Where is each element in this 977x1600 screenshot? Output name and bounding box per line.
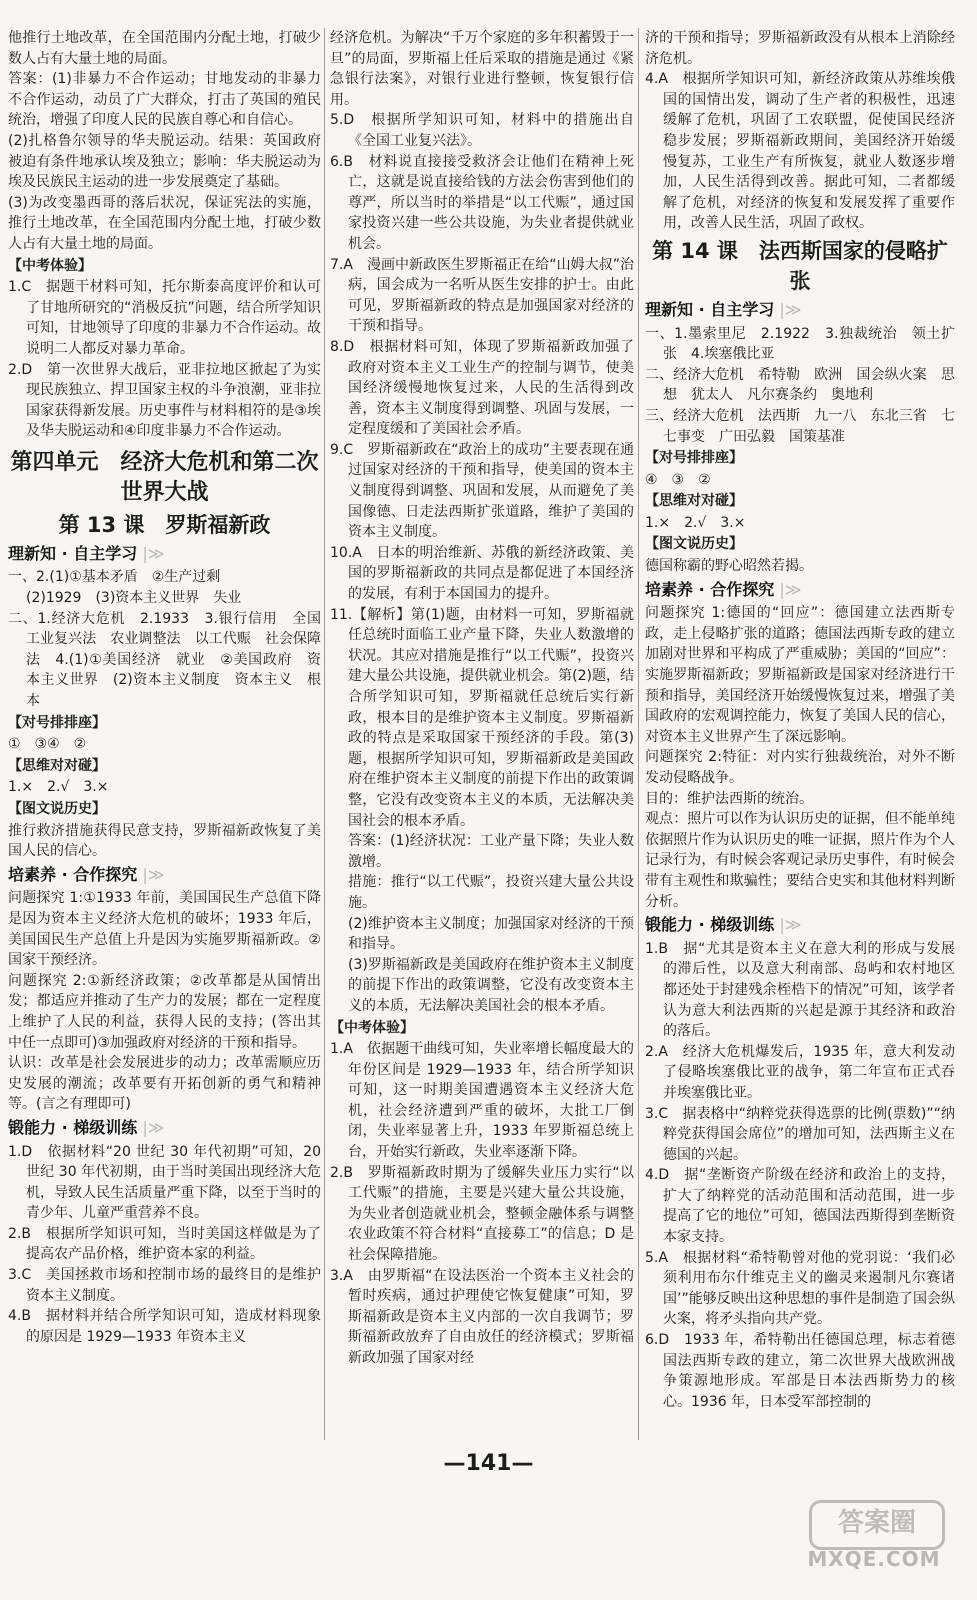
answer-item: 1.D 依据材料“20 世纪 30 年代初期”可知，20 世纪 30 年代初期，由于当时美国出现经济大危机，导致人民生活质量严重下降，以至于当时的青少年、儿童严重营养不良。 — [8, 1143, 321, 1222]
answer-item: 4.D 据“垄断资产阶级在经济和政治上的支持，扩大了纳粹党的活动范围和活动范围，进一步提高了它的地位”可知，德国法西斯得到垄断资本家支持。 — [645, 1167, 955, 1246]
text-line: 济的干预和指导；罗斯福新政没有从根本上消除经济危机。 — [645, 30, 955, 67]
text-line: 他推行土地改革，在全国范围内分配土地，打破少数人占有大量土地的局面。 — [8, 30, 321, 67]
answer-text: 答案：(1)非暴力不合作运动；甘地发动的非暴力不合作运动，动员了广大群众，打击了英国的殖民统治，增强了印度人民的民族自尊心和自信心。 — [8, 71, 321, 129]
answer-text: 措施：推行“以工代赈”，投资兴建大量公共设施。 — [348, 874, 634, 911]
answer-item: 问题探究 2:特征：对内实行独裁统治，对外不断发动侵略战争。 — [645, 749, 955, 786]
answer-item: 三、经济大危机 法西斯 九一八 东北三省 七七事变 广田弘毅 国策基准 — [645, 407, 955, 445]
answer-item: 问题探究 1:①1933 年前，美国国民生产总值下降是因为资本主义经济大危机的破坏；1933 年后，美国国民生产总值上升是因为实施罗斯福新政。②国家干预经济。 — [8, 890, 321, 969]
answer-item: 认识：改革是社会发展进步的动力；改革需顺应历史发展的潮流；改革要有开拓创新的勇气和精神等。(言之有理即可) — [8, 1055, 321, 1113]
answer-item: 一、1.墨索里尼 2.1922 3.独裁统治 领土扩张 4.埃塞俄比亚 — [645, 325, 955, 363]
section-banner: 培素养 · 合作探究 |≫ — [645, 580, 955, 601]
section-banner: 理新知 · 自主学习 |≫ — [645, 300, 955, 321]
answer-item: 10.A 日本的明治维新、苏俄的新经济政策、美国的罗斯福新政的共同点是都促进了本国经济的发展，有利于本国国力的提升。 — [330, 544, 634, 603]
answer-item: ① ③④ ② — [8, 736, 87, 753]
text-line: (3)为改变墨西哥的落后状况，保证宪法的实施，推行土地改革，在全国范围内分配土地，打破少数人占有大量土地的局面。 — [8, 194, 321, 252]
answer-item: 6.B 材料说直接接受救济会让他们在精神上死亡，这就是说直接给钱的方法会伤害到他们的尊严，所以当时的举措是“以工代赈”，通过国家投资兴建一些公共设施，为失业者提供就业机会。 — [330, 153, 634, 252]
answer-item: ④ ③ ② — [645, 471, 711, 488]
watermark-icon: 答案圈 — [809, 1500, 945, 1550]
answer-item: 4.A 根据所学知识可知，新经济政策从苏维埃俄国的国情出发，调动了生产者的积极性，迅速缓解了危机，巩固了工农联盟，促使国民经济稳步发展；罗斯福新政期间，美国经济开始缓慢复苏，工业生产有所恢复，就业人数逐步增加，人民生活得到改善。据此可知，二者都缓解了危机，对经济的恢复和发展发挥了重要作用，改善人民生活，巩固了政权。 — [645, 71, 955, 232]
answer-item: 5.D 根据所学知识可知，材料中的措施出自《全国工业复兴法》。 — [330, 112, 634, 149]
answer-text: 答案：(1)经济状况：工业产量下降；失业人数激增。 — [348, 833, 634, 870]
answer-item: 问题探究 2:①新经济政策；②改革都是从国情出发；都适应并推动了生产力的发展；都在一定程度上维护了人民的利益，获得人民的支持；(答出其中任一点即可)③加强政府对经济的干预和指导。 — [8, 972, 321, 1051]
answer-item: 2.A 经济大危机爆发后，1935 年，意大利发动了侵略埃塞俄比亚的战争，第二年宣布正式吞并埃塞俄比亚。 — [645, 1043, 955, 1101]
section-banner: 锻能力 · 梯级训练 |≫ — [8, 1118, 321, 1139]
watermark-logo — [789, 1500, 959, 1570]
unit-title: 第四单元 经济大危机和第二次世界大战 — [10, 449, 319, 505]
column-middle — [330, 28, 634, 1369]
answer-text: (3)罗斯福新政是美国政府在维护资本主义制度的前提下作出的政策调整，它没有改变资本主义的本质，无法解决美国社会的根本矛盾。 — [348, 956, 634, 1014]
answer-item: 1.A 依据题干曲线可知，失业率增长幅度最大的年份区间是 1929—1933 年，结合所学知识可知，这一时期美国遭遇资本主义经济大危机，社会经济遭到严重的破坏，大批工厂倒闭，失业率显著上升，1933 年罗斯福总统上台，开始实行新政，失业率逐渐下降。 — [330, 1041, 634, 1161]
section-banner: 培素养 · 合作探究 |≫ — [8, 865, 321, 886]
answer-item: 二、1.经济大危机 2.1933 3.银行信用 全国工业复兴法 农业调整法 以工代赈 社会保障法 4.(1)①美国经济 就业 ②美国政府 资本主义世界 (2)资本主义制度 资本主义 根本 — [8, 610, 321, 710]
answer-item: 经济危机。为解决“千万个家庭的多年积蓄毁于一旦”的局面，罗斯福上任后采取的措施是通过《紧急银行法案》，对银行业进行整顿，恢复银行信用。 — [330, 30, 634, 108]
answer-item: 8.D 根据材料可知，体现了罗斯福新政加强了政府对资本主义工业生产的控制与调节，使美国经济缓慢地恢复过来，人民的生活得到改善，资本主义制度得到调整、巩固与发展，一定程度缓和了美国社会矛盾。 — [330, 338, 634, 438]
answer-item: 3.C 美国拯救市场和控制市场的最终目的是维护资本主义制度。 — [8, 1267, 321, 1304]
answer-item: 1.× 2.√ 3.× — [645, 514, 746, 531]
answer-item: 观点：照片可以作为认识历史的证据，但不能单纯依据照片作为认识历史的唯一证据，照片作为个人记录行为，有时候会客观记录历史事件，有时候会带有主观性和欺骗性；要结合史实和其他材料判断分析。 — [645, 811, 955, 910]
answer-item: 2.B 罗斯福新政时期为了缓解失业压力实行“以工代赈”的措施，主要是兴建大量公共设施，为失业者创造就业机会，整顿金融体系与调整农业政策不符合材料“直接募工”的信息；D 是社会保障措施。 — [330, 1164, 634, 1264]
section-heading-zhongkao: 【 中考体验 】 — [330, 1018, 634, 1039]
answer-item: 4.B 据材料并结合所学知识可知，造成材料现象的原因是 1929—1933 年资本主义 — [8, 1308, 321, 1345]
column-divider — [638, 28, 639, 1440]
answer-item: 9.C 罗斯福新政在“政治上的成功”主要表现在通过国家对经济的干预和指导，使美国的资本主义制度得到调整、巩固和发展，从而避免了美国像德、日走法西斯扩张道路，维护了美国的资本主义制度。 — [330, 441, 634, 541]
answer-item: (2)1929 (3)资本主义世界 失业 — [26, 590, 242, 607]
answer-item: 德国称霸的野心昭然若揭。 — [645, 558, 813, 575]
answer-item: 5.A 根据材料“希特勒曾对他的党羽说：‘我们必须利用布尔什维克主义的幽灵来遏制凡尔赛诸国’”能够反映出这种思想的事件是制造了国会纵火案，将矛头指向共产党。 — [645, 1249, 955, 1328]
answer-item: 11.【解析】第(1)题，由材料一可知，罗斯福就任总统时面临工业产量下降，失业人数激增的状况。其应对措施是推行“以工代赈”，投资兴建大量公共设施，提供就业机会。第(2)题，结合所学知识可知，罗斯福就任总统后实行新政，根本目的是维护资本主义制度。罗斯福新政的特点是采取国家干预经济的手段。第(3)题，根据所学知识可知，罗斯福新政是美国政府在维护资本主义制度的前提下作出的政策调整，它没有改变资本主义的本质，无法解决美国社会的根本矛盾。 — [330, 606, 634, 829]
answer-item: 问题探究 1:德国的“回应”：德国建立法西斯专政，走上侵略扩张的道路；德国法西斯专政的建立加剧对世界和平构成了严重威胁；美国的“回应”：实施罗斯福新政；罗斯福新政是国家对经济进行干预和指导，美国经济开始缓慢恢复过来，增强了美国政府的宏观调控能力，恢复了美国人民的信心，对资本主义世界产生了深远影响。 — [645, 605, 955, 745]
text-line: (2)扎格鲁尔领导的华夫脱运动。结果：英国政府被迫有条件地承认埃及独立；影响：华夫脱运动为埃及民族民主运动的进一步发展奠定了基础。 — [8, 132, 321, 191]
column-right — [645, 28, 955, 1412]
answer-item: 1.× 2.√ 3.× — [8, 779, 109, 796]
column-left — [8, 28, 321, 1347]
answer-item: 推行救济措施获得民意支持，罗斯福新政恢复了美国人民的信心。 — [8, 822, 321, 860]
section-heading-siwei: 【 思维对对碰 】 — [8, 756, 321, 777]
section-heading-duihao: 【 对号排排座 】 — [645, 448, 955, 469]
answer-item: 3.A 由罗斯福“在设法医治一个资本主义社会的暂时疾病，通过护理使它恢复健康”可知，罗斯福新政是资本主义内部的一次自我调节；罗斯福新政放弃了自由放任的经济模式；罗斯福新政加强了国家对经 — [330, 1267, 634, 1366]
answer-item: 6.D 1933 年，希特勒出任德国总理，标志着德国法西斯专政的建立，第二次世界大战欧洲战争策源地形成。军部是日本法西斯势力的核心。1936 年，日本受军部控制的 — [645, 1332, 955, 1410]
answer-item: 2.D 第一次世界大战后，亚非拉地区掀起了为实现民族独立、捍卫国家主权的斗争浪潮，亚非拉国家获得新发展。历史事件与材料相符的是③埃及华夫脱运动和④印度非暴力不合作运动。 — [8, 361, 321, 440]
column-divider — [324, 28, 325, 1440]
section-heading-duihao: 【 对号排排座 】 — [8, 713, 321, 734]
section-heading-siwei: 【 思维对对碰 】 — [645, 491, 955, 512]
answer-item: 2.B 根据所学知识可知，当时美国这样做是为了提高农产品价格，维护资本家的利益。 — [8, 1225, 321, 1263]
section-heading-tuwen: 【 图文说历史 】 — [8, 799, 321, 820]
section-heading-zhongkao: 【 中考体验 】 — [8, 256, 321, 277]
answer-item: 7.A 漫画中新政医生罗斯福正在给“山姆大叔”治病，国会成为一名听从医生安排的护士。由此可见，罗斯福新政的特点是加强国家对经济的干预和指导。 — [330, 256, 634, 335]
lesson-title: 第 14 课 法西斯国家的侵略扩张 — [652, 238, 948, 293]
page-number: —141— — [443, 1451, 534, 1476]
section-heading-tuwen: 【 图文说历史 】 — [645, 534, 955, 555]
answer-item: 一、2.(1)①基本矛盾 ②生产过剩 — [8, 569, 221, 586]
answer-item: 1.B 据“尤其是资本主义在意大利的形成与发展的滞后性，以及意大利南部、岛屿和农村地区都还处于封建残余桎梏下的情况”可知，该学者认为意大利法西斯的兴起是源于其经济和政治的落后。 — [645, 940, 955, 1040]
answer-text: (2)维护资本主义制度；加强国家对经济的干预和指导。 — [348, 915, 634, 953]
section-banner: 理新知 · 自主学习 |≫ — [8, 544, 321, 565]
answer-item: 二、经济大危机 希特勒 欧洲 国会纵火案 思想 犹太人 凡尔赛条约 奥地利 — [645, 366, 955, 404]
answer-item: 目的：维护法西斯的统治。 — [645, 790, 813, 807]
answer-item: 1.C 据题干材料可知，托尔斯泰高度评价和认可了甘地所研究的“消极反抗”问题，结合所学知识可知，甘地领导了印度的非暴力不合作运动。故说明二人都反对暴力革命。 — [8, 279, 321, 357]
watermark-site: MXQE.COM — [807, 1547, 941, 1572]
lesson-title: 第 13 课 罗斯福新政 — [58, 512, 271, 537]
answer-item: 3.C 据表格中“纳粹党获得选票的比例(票数)”“纳粹党获得国会席位”的增加可知，法西斯主义在德国的兴起。 — [645, 1105, 955, 1163]
section-banner: 锻能力 · 梯级训练 |≫ — [645, 915, 955, 936]
